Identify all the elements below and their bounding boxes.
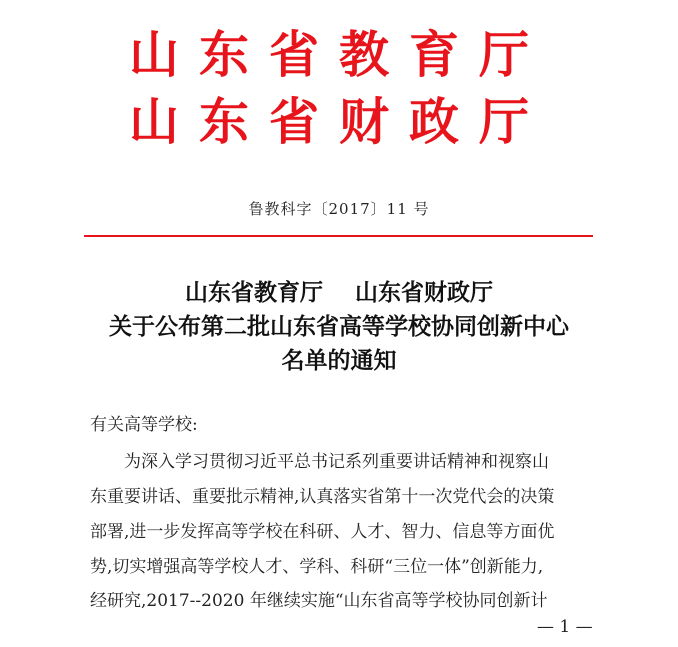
page-number: — 1 —	[537, 617, 593, 637]
body-line: 为深入学习贯彻习近平总书记系列重要讲话精神和视察山	[124, 452, 549, 472]
red-divider-line	[84, 235, 593, 237]
title-subject-end: 名单的通知	[281, 347, 397, 374]
body-line: 势,切实增强高等学校人才、学科、科研“三位一体”创新能力,	[90, 557, 544, 577]
document-number: 鲁教科字〔2017〕11 号	[248, 200, 430, 218]
body-line: 经研究,2017--2020 年继续实施“山东省高等学校协同创新计	[90, 591, 548, 611]
salutation: 有关高等学校:	[90, 415, 198, 435]
issuer-finance-department: 山东省财政厅	[129, 92, 549, 151]
body-line: 东重要讲话、重要批示精神,认真落实省第十一次党代会的决策	[90, 487, 555, 507]
title-subject: 关于公布第二批山东省高等学校协同创新中心	[109, 313, 569, 340]
issuer-education-department: 山东省教育厅	[129, 25, 549, 84]
title-issuers: 山东省教育厅 山东省财政厅	[184, 279, 494, 306]
body-line: 部署,进一步发挥高等学校在科研、人才、智力、信息等方面优	[90, 522, 555, 542]
